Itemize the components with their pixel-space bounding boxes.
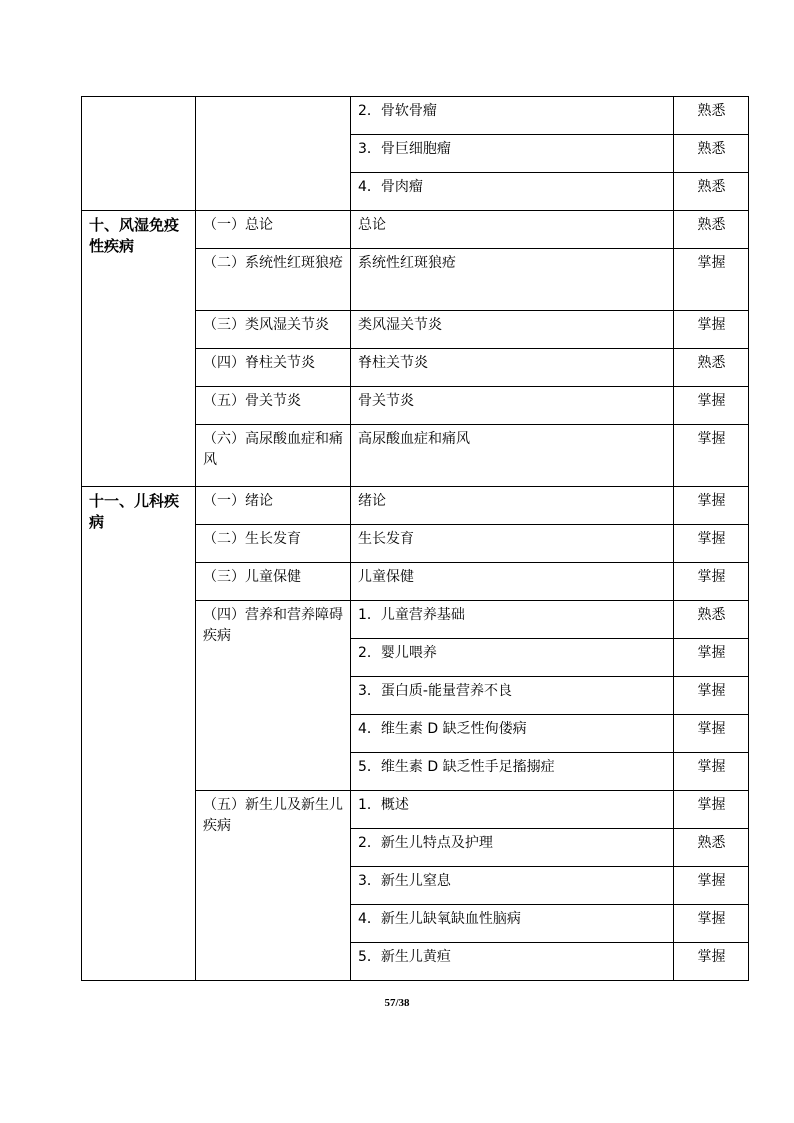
topic-cell: 2．婴儿喂养 (351, 639, 674, 677)
level-cell: 熟悉 (674, 601, 749, 639)
topic-cell: 总论 (351, 211, 674, 249)
topic-cell: 1．概述 (351, 791, 674, 829)
level-cell: 熟悉 (674, 97, 749, 135)
topic-cell: 3．蛋白质-能量营养不良 (351, 677, 674, 715)
unit-cell: （一）总论 (196, 211, 351, 249)
level-cell: 掌握 (674, 563, 749, 601)
topic-cell: 骨关节炎 (351, 387, 674, 425)
topic-cell: 1．儿童营养基础 (351, 601, 674, 639)
topic-cell: 生长发育 (351, 525, 674, 563)
topic-cell: 4．新生儿缺氧缺血性脑病 (351, 905, 674, 943)
topic-cell: 5．维生素 D 缺乏性手足搐搦症 (351, 753, 674, 791)
level-cell: 熟悉 (674, 349, 749, 387)
level-cell: 掌握 (674, 867, 749, 905)
level-cell: 掌握 (674, 677, 749, 715)
unit-cell (196, 97, 351, 211)
level-cell: 掌握 (674, 487, 749, 525)
topic-cell: 2．新生儿特点及护理 (351, 829, 674, 867)
topic-cell: 脊柱关节炎 (351, 349, 674, 387)
level-cell: 掌握 (674, 715, 749, 753)
level-cell: 掌握 (674, 639, 749, 677)
topic-cell: 高尿酸血症和痛风 (351, 425, 674, 487)
topic-cell: 3．新生儿窒息 (351, 867, 674, 905)
level-cell: 熟悉 (674, 829, 749, 867)
unit-cell: （二）生长发育 (196, 525, 351, 563)
topic-cell: 3．骨巨细胞瘤 (351, 135, 674, 173)
level-cell: 掌握 (674, 249, 749, 311)
topic-cell: 2．骨软骨瘤 (351, 97, 674, 135)
table-row (82, 487, 749, 525)
table-row (82, 97, 749, 135)
unit-cell: （一）绪论 (196, 487, 351, 525)
topic-cell: 系统性红斑狼疮 (351, 249, 674, 311)
chapter-title: 十、风湿免疫性疾病 (82, 211, 196, 487)
unit-cell: （二）系统性红斑狼疮 (196, 249, 351, 311)
level-cell: 掌握 (674, 425, 749, 487)
level-cell: 掌握 (674, 943, 749, 981)
page-number: 57/38 (384, 997, 410, 1009)
level-cell: 掌握 (674, 791, 749, 829)
topic-cell: 4．骨肉瘤 (351, 173, 674, 211)
level-cell: 掌握 (674, 753, 749, 791)
unit-cell: （四）脊柱关节炎 (196, 349, 351, 387)
level-cell: 熟悉 (674, 135, 749, 173)
topic-cell: 绪论 (351, 487, 674, 525)
table-row (82, 211, 749, 249)
topic-cell: 类风湿关节炎 (351, 311, 674, 349)
topic-cell: 儿童保健 (351, 563, 674, 601)
level-cell: 熟悉 (674, 173, 749, 211)
unit-cell: （五）新生儿及新生儿疾病 (196, 791, 351, 981)
level-cell: 掌握 (674, 905, 749, 943)
chapter-cell (82, 97, 196, 211)
syllabus-table (81, 96, 749, 981)
unit-cell: （六）高尿酸血症和痛风 (196, 425, 351, 487)
topic-cell: 5．新生儿黄疸 (351, 943, 674, 981)
unit-cell: （三）类风湿关节炎 (196, 311, 351, 349)
level-cell: 熟悉 (674, 211, 749, 249)
chapter-title: 十一、儿科疾病 (82, 487, 196, 981)
level-cell: 掌握 (674, 525, 749, 563)
unit-cell: （五）骨关节炎 (196, 387, 351, 425)
unit-cell: （三）儿童保健 (196, 563, 351, 601)
unit-cell: （四）营养和营养障碍疾病 (196, 601, 351, 791)
level-cell: 掌握 (674, 387, 749, 425)
level-cell: 掌握 (674, 311, 749, 349)
topic-cell: 4．维生素 D 缺乏性佝偻病 (351, 715, 674, 753)
